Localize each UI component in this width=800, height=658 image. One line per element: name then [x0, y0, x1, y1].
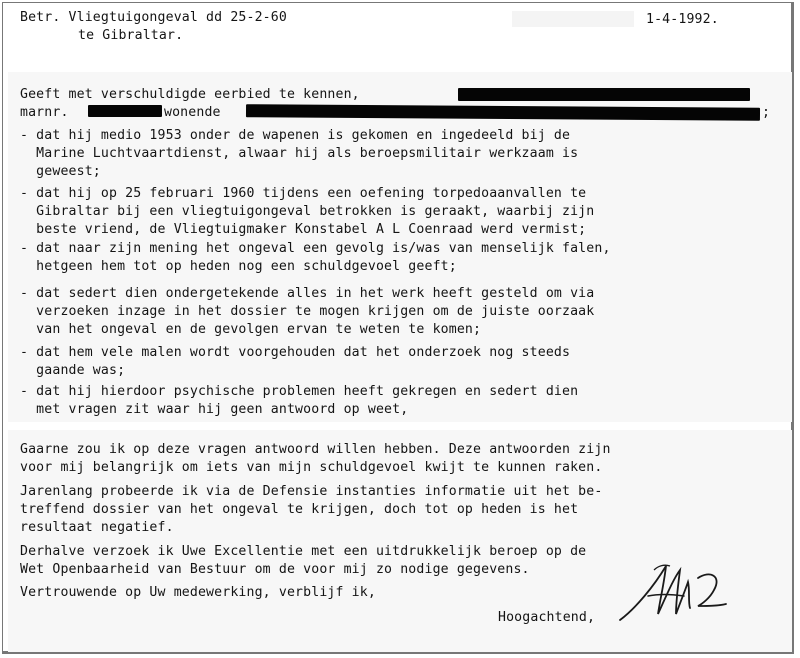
point-2-line-3: beste vriend, de Vliegtuigmaker Konstabel A L Coenraad werd vermist; [20, 222, 587, 237]
point-4-line-2: verzoeken inzage in het dossier te mogen krijgen om de juiste oorzaak [20, 304, 595, 319]
closing-line: Vertrouwende op Uw medewerking, verblijf ik, [20, 585, 376, 600]
point-1-line-3: geweest; [20, 164, 101, 179]
signature-icon [614, 556, 734, 628]
point-1-line-1: - dat hij medio 1953 onder de wapenen is gekomen en ingedeeld bij de [20, 128, 571, 143]
intro-line: Geeft met verschuldigde eerbied te kennen, [20, 87, 360, 102]
address-semicolon: ; [762, 105, 771, 120]
subject-line-2: te Gibraltar. [78, 28, 184, 43]
paragraph-1-line-1: Gaarne zou ik op deze vragen antwoord willen hebben. Deze antwoorden zijn [20, 442, 611, 457]
paragraph-1-line-2: voor mij belangrijk om iets van mijn schuldgevoel kwijt te kunnen raken. [20, 460, 603, 475]
paragraph-3-line-2: Wet Openbaarheid van Bestuur om de voor mij zo nodige gegevens. [20, 562, 530, 577]
paragraph-3-line-1: Derhalve verzoek ik Uwe Excellentie met een uitdrukkelijk beroep op de [20, 544, 587, 559]
redacted-name [458, 88, 750, 101]
erased-region [512, 11, 634, 27]
point-2-line-1: - dat hij op 25 februari 1960 tijdens een oefening torpedoaanvallen te [20, 186, 587, 201]
point-1-line-2: Marine Luchtvaartdienst, alwaar hij als beroepsmilitair werkzaam is [20, 146, 579, 161]
point-6-line-2: met vragen zit waar hij geen antwoord op weet, [20, 402, 409, 417]
residence-label: wonende [164, 105, 221, 120]
point-5-line-1: - dat hem vele malen wordt voorgehouden dat het onderzoek nog steeds [20, 345, 571, 360]
point-5-line-2: gaande was; [20, 363, 126, 378]
marnr-label: marnr. [20, 105, 69, 120]
closing-greeting: Hoogachtend, [498, 610, 596, 625]
paragraph-2-line-3: resultaat negatief. [20, 520, 174, 535]
letter-date: 1-4-1992. [646, 12, 719, 27]
point-4-line-1: - dat sedert dien ondergetekende alles in het werk heeft gesteld om via [20, 286, 595, 301]
point-3-line-2: hetgeen hem tot op heden nog een schuldgevoel geeft; [20, 259, 457, 274]
paragraph-2-line-1: Jarenlang probeerde ik via de Defensie instanties informatie uit het be- [20, 484, 603, 499]
redacted-service-number [88, 105, 162, 117]
paragraph-2-line-2: treffend dossier van het ongeval te krijgen, doch tot op heden is het [20, 502, 579, 517]
subject-line-1: Betr. Vliegtuigongeval dd 25-2-60 [20, 10, 287, 25]
point-6-line-1: - dat hij hierdoor psychische problemen heeft gekregen en sedert dien [20, 384, 579, 399]
point-4-line-3: van het ongeval en de gevolgen ervan te weten te komen; [20, 322, 482, 337]
point-2-line-2: Gibraltar bij een vliegtuigongeval betrokken is geraakt, waarbij zijn [20, 204, 595, 219]
point-3-line-1: - dat naar zijn mening het ongeval een gevolg is/was van menselijk falen, [20, 241, 611, 256]
